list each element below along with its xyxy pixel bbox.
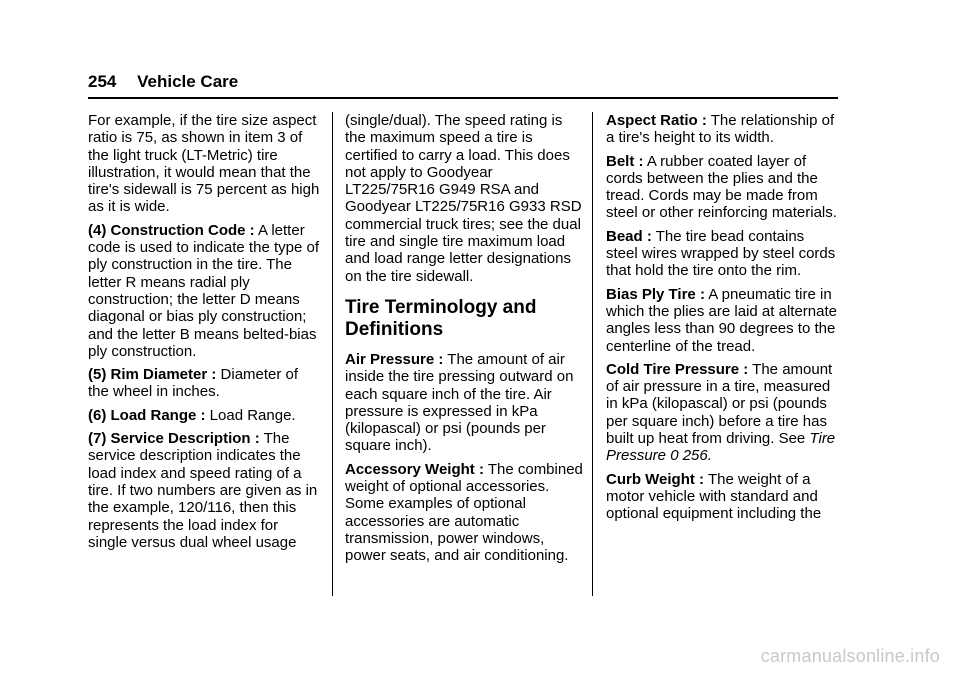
paragraph-rim-diameter [88,366,320,401]
paragraph-bias-ply-tire [606,286,838,355]
term-bias-ply-tire: Bias Ply Tire : [606,285,705,303]
term-bead: Bead : [606,227,652,245]
definition-air-pressure: The amount of air inside the tire pressing outward on each square inch of the tire. Air pressure is expressed in kPa (kilopascal) or psi (pounds per square inch). [345,350,574,455]
term-load-range: (6) Load Range : [88,406,206,424]
term-curb-weight: Curb Weight : [606,470,705,488]
paragraph-bead [606,228,838,280]
column-2 [345,112,585,571]
watermark: carmanualsonline.info [760,646,940,666]
column-divider-2 [592,112,593,596]
paragraph-speed-rating: (single/dual). The speed rating is the maximum speed a tire is certified to carry a load. This does not apply to Goodyear LT225/75R16 G949 RSA and Goodyear LT225/75R16 G933 RSD commercial truck tires; see the dual tire and single tire maximum load and load range letter designations on the tire sidewall. [345,112,582,285]
term-construction-code: (4) Construction Code : [88,221,255,239]
paragraph-belt [606,153,838,222]
term-cold-tire-pressure: Cold Tire Pressure : [606,360,749,378]
definition-rim-diameter: Diameter of the wheel in inches. [88,366,299,401]
definition-belt: A rubber coated layer of cords between the plies and the tread. Cords may be made from steel or other reinforcing materials. [606,152,837,222]
paragraph-load-range [88,407,320,424]
tire-pressure-link[interactable]: Tire Pressure [606,430,836,465]
term-belt: Belt : [606,152,644,170]
section-heading: Tire Terminology and Definitions [345,296,537,340]
page-header [88,68,238,96]
definition-curb-weight: The weight of a motor vehicle with standard and optional equipment including the [606,470,822,523]
definition-accessory-weight: The combined weight of optional accessories. Some examples of optional accessories are automatic transmission, power windows, power seats, and air conditioning. [345,460,583,565]
paragraph-curb-weight [606,471,838,523]
paragraph-service-description [88,430,320,551]
paragraph-air-pressure [345,351,585,455]
definition-aspect-ratio: The relationship of a tire's height to its width. [606,112,835,147]
definition-bead: The tire bead contains steel wires wrapped by steel cords that hold the tire onto the rim. [606,227,836,280]
paragraph-aspect-ratio [606,112,838,147]
definition-cold-tire-pressure: The amount of air pressure in a tire, measured in kPa (kilopascal) or psi (pounds per square inch) before a tire has built up heat from driving. See [606,360,833,448]
definition-load-range: Load Range. [205,406,296,424]
term-rim-diameter: (5) Rim Diameter : [88,366,217,384]
definition-bias-ply-tire: A pneumatic tire in which the plies are laid at alternate angles less than 90 degrees to the centerline of the tread. [606,285,837,355]
header-rule [88,97,838,99]
definition-construction-code: A letter code is used to indicate the type of ply construction in the tire. The letter R means radial ply construction; the letter D means diagonal or bias ply construction; and the letter B means belted-bias ply construction. [88,221,319,360]
paragraph-accessory-weight [345,461,585,565]
column-3 [606,112,838,529]
paragraph-cold-tire-pressure [606,361,838,465]
column-divider-1 [332,112,333,596]
definition-service-description: The service description indicates the load index and speed rating of a tire. If two numbers are given as in the example, 120/116, then this represents the load index for single versus dual wheel usage [88,430,318,551]
column-1 [88,112,320,557]
term-air-pressure: Air Pressure : [345,350,444,368]
term-aspect-ratio: Aspect Ratio : [606,112,707,129]
paragraph-construction-code [88,222,320,360]
term-accessory-weight: Accessory Weight : [345,460,484,478]
page-number: 254 [88,72,117,91]
section-title: Vehicle Care [137,72,239,91]
page-reference[interactable]: 0 256. [670,447,712,465]
paragraph-aspect-example: For example, if the tire size aspect ratio is 75, as shown in item 3 of the light truck (LT-Metric) tire illustration, it would mean that the tire's sidewall is 75 percent as high as it is wide. [88,112,320,216]
term-service-description: (7) Service Description : [88,430,260,448]
